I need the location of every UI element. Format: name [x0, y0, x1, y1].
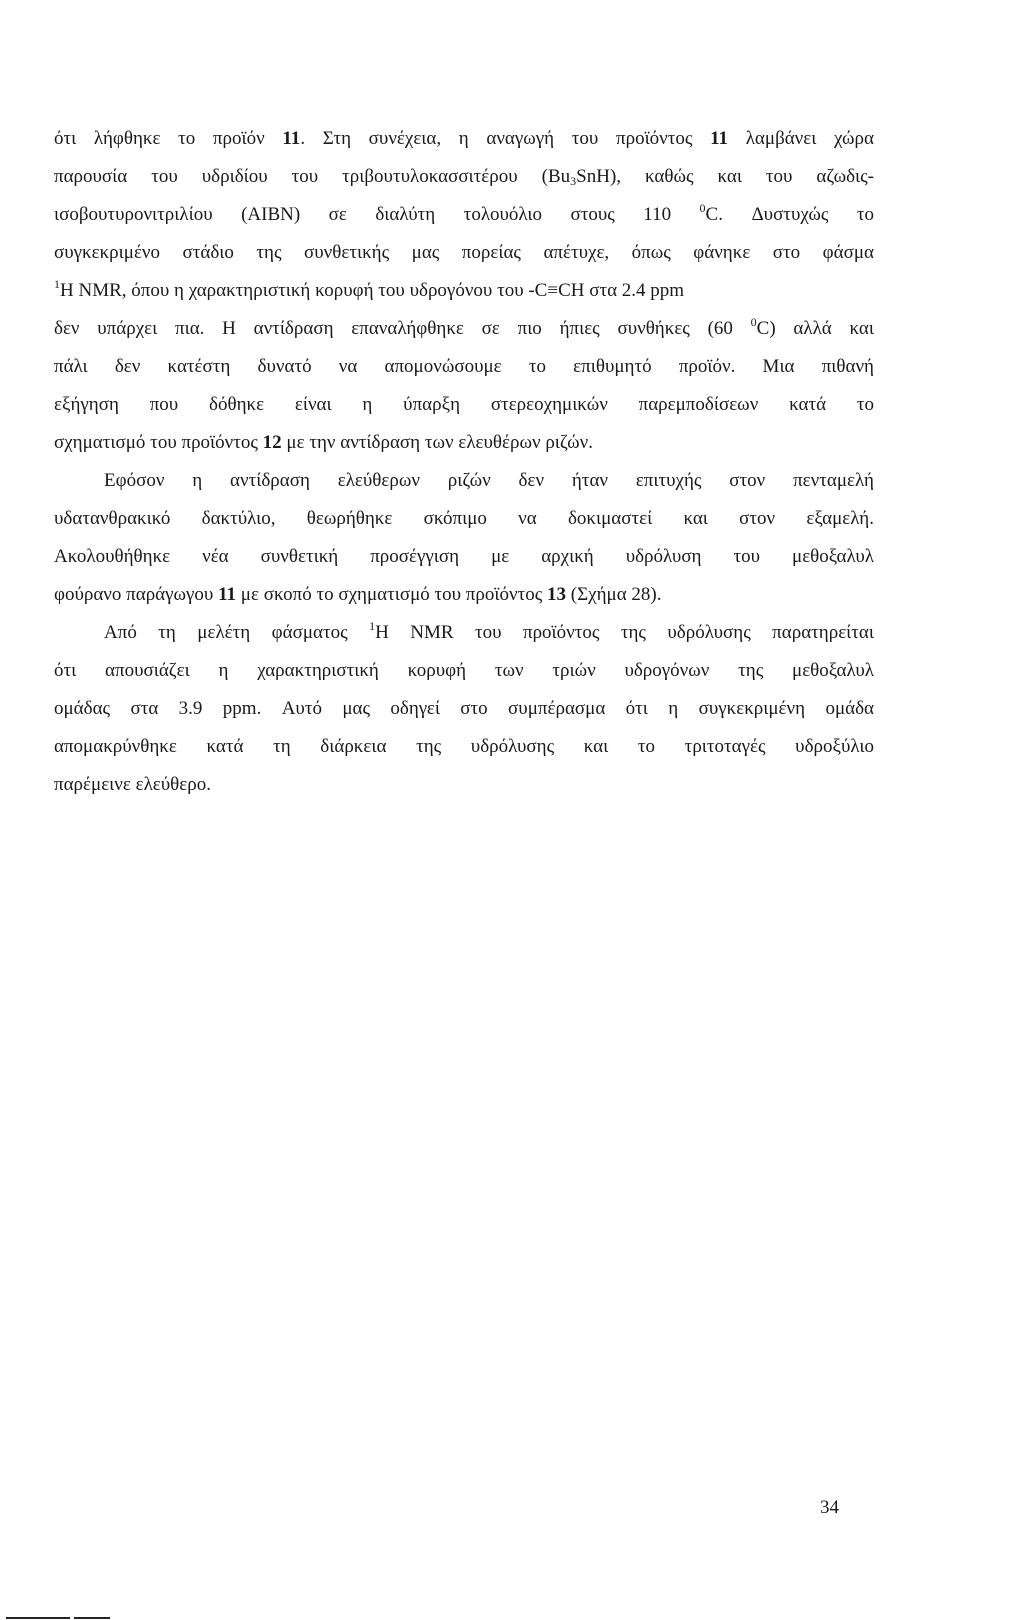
text-line: [54, 127, 874, 151]
superscript: 0: [750, 315, 757, 329]
text-line: [54, 659, 874, 683]
page-number: 34: [820, 1497, 839, 1518]
text-run: δεν υπάρχει πια. Η αντίδραση επαναλήφθηκε σε πιο ήπιες συνθήκες (60: [54, 318, 751, 339]
text-line: [54, 507, 874, 531]
footer-rule: [6, 1617, 70, 1619]
text-run: σχηματισμό του προϊόντος: [54, 432, 263, 453]
text-run: με την αντίδραση των ελευθέρων ριζών.: [281, 432, 593, 453]
text-run: H NMR του προϊόντος της υδρόλυσης παρατηρείται: [375, 622, 874, 643]
text-run: C. Δυστυχώς το: [705, 204, 875, 225]
text-line: [54, 355, 874, 379]
text-run: παρέμεινε ελεύθερο.: [54, 774, 211, 795]
text-run: ότι απουσιάζει η χαρακτηριστική κορυφή των τριών υδρογόνων της μεθοξαλυλ: [54, 660, 874, 681]
text-line: [104, 469, 874, 493]
text-line: [54, 279, 684, 303]
text-run: πάλι δεν κατέστη δυνατό να απομονώσουμε το επιθυμητό προϊόν. Μια πιθανή: [54, 356, 874, 377]
text-run: Εφόσον η αντίδραση ελεύθερων ριζών δεν ήταν επιτυχής στον πενταμελή: [104, 470, 874, 491]
text-run: Από τη μελέτη φάσματος: [104, 622, 370, 643]
text-line: [54, 393, 874, 417]
superscript: 0: [699, 201, 706, 215]
superscript: 1: [54, 277, 60, 291]
compound-number: 12: [262, 432, 282, 453]
superscript: 1: [369, 619, 376, 633]
text-run: ότι λήφθηκε το προϊόν: [54, 128, 283, 149]
text-run: C) αλλά και: [756, 318, 874, 339]
text-run: . Στη συνέχεια, η αναγωγή του προϊόντος: [300, 128, 711, 149]
text-run: Ακολουθήθηκε νέα συνθετική προσέγγιση με αρχική υδρόλυση του μεθοξαλυλ: [54, 546, 874, 567]
text-run: λαμβάνει χώρα: [728, 128, 874, 149]
text-run: εξήγηση που δόθηκε είναι η ύπαρξη στερεοχημικών παρεμποδίσεων κατά το: [54, 394, 874, 415]
text-run: ισοβουτυρονιτριλίου (AIBN) σε διαλύτη τολουόλιο στους 110: [54, 204, 700, 225]
text-run: φούρανο παράγωγου: [54, 584, 219, 605]
text-line: [54, 583, 661, 607]
text-line: [104, 621, 874, 645]
text-run: συγκεκριμένο στάδιο της συνθετικής μας πορείας απέτυχε, όπως φάνηκε στο φάσμα: [54, 242, 874, 263]
text-run: παρουσία του υδριδίου του τριβουτυλοκασσιτέρου (Bu: [54, 166, 571, 187]
text-line: [54, 697, 874, 721]
text-line: [54, 203, 874, 227]
text-run: υδατανθρακικό δακτύλιο, θεωρήθηκε σκόπιμο να δοκιμαστεί και στον εξαμελή.: [54, 508, 874, 529]
footer-rule: [74, 1617, 110, 1619]
text-run: SnH), καθώς και του αζωδις-: [576, 166, 874, 187]
text-run: ομάδας στα 3.9 ppm. Αυτό μας οδηγεί στο συμπέρασμα ότι η συγκεκριμένη ομάδα: [54, 698, 874, 719]
text-line: [54, 317, 874, 341]
text-run: απομακρύνθηκε κατά τη διάρκεια της υδρόλυσης και το τριτοταγές υδροξύλιο: [54, 736, 874, 757]
text-line: [54, 773, 211, 797]
text-line: [54, 241, 874, 265]
compound-number: 11: [282, 128, 301, 149]
text-run: H NMR, όπου η χαρακτηριστική κορυφή του υδρογόνου του -C≡CH στα 2.4 ppm: [60, 280, 685, 301]
text-line: [54, 545, 874, 569]
compound-number: 11: [710, 128, 729, 149]
compound-number: 13: [547, 584, 566, 605]
text-run: με σκοπό το σχηματισμό του προϊόντος: [236, 584, 547, 605]
text-line: [54, 431, 593, 455]
text-run: (Σχήμα 28).: [566, 584, 662, 605]
compound-number: 11: [218, 584, 237, 605]
text-line: [54, 735, 874, 759]
subscript: 3: [570, 174, 577, 188]
text-line: [54, 165, 874, 189]
